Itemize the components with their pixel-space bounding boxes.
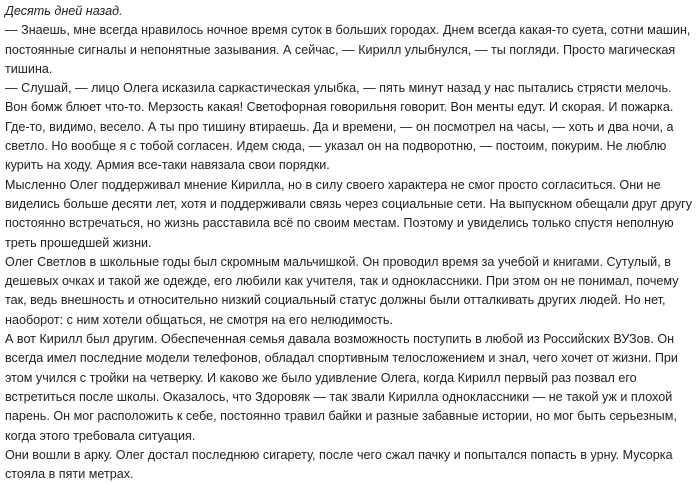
- paragraph-oleg-description: Олег Светлов в школьные годы был скромным мальчишкой. Он проводил время за учебой и книгами. Сутулый, в дешевых очках и такой же одежде, его любили как учителя, так и одноклассники. При этом он не понимал, почему так, ведь внешность и относительно низкий социальный статус должны были отталкивать других людей. Но нет, наоборот: с ним хотели общаться, не смотря на его нелюдимость.: [5, 254, 679, 327]
- paragraph-dialogue-kirill: — Знаешь, мне всегда нравилось ночное время суток в больших городах. Днем всегда какая-то суета, сотни машин, постоянные сигналы и непонятные зазывания. А сейчас, — Кирилл улыбнулся, — ты погляди. Просто магическая тишина.: [5, 23, 691, 76]
- paragraph-kirill-description: А вот Кирилл был другим. Обеспеченная семья давала возможность поступить в любой из Российских ВУЗов. Он всегда имел последние модели телефонов, обладал спортивным телосложением и знал, чего хочет от жизни. При этом учился с тройки на четверку. И каково же было удивление Олега, когда Кирилл первый раз позвал его встретиться после школы. Оказалось, что Здоровяк — так звали Кирилла одноклассники — не такой уж и плохой парень. Он мог расположить к себе, постоянно травил байки и разные забавные истории, но мог быть серьезным, когда этого требовала ситуация.: [5, 332, 678, 443]
- paragraph-oleg-thoughts: Мысленно Олег поддерживал мнение Кирилла, но в силу своего характера не смог просто согласиться. Они не виделись больше десяти лет, хотя и поддерживали связь через социальные сети. На выпускном обещали друг другу постоянно встречаться, но жизнь расставила всё по своим местам. Поэтому и увиделись только спустя неполную треть прошедшей жизни.: [5, 177, 693, 250]
- section-heading: Десять дней назад.: [5, 4, 123, 18]
- paragraph-dialogue-oleg: — Слушай, — лицо Олега исказила саркастическая улыбка, — пять минут назад у нас пытались стрясти мелочь. Вон бомж блюет что-то. Мерзость какая! Светофорная говорильня говорит. Вон менты едут. И скорая. И пожарка. Где-то, видимо, весело. А ты про тишину втираешь. Да и времени, — он посмотрел на часы, — хоть и два ночи, а светло. Но вообще я с тобой согласен. Идем сюда, — указал он на подворотню, — постоим, покурим. Не люблю курить на ходу. Армия все-таки навязала свои порядки.: [5, 81, 674, 173]
- paragraph-arch: Они вошли в арку. Олег достал последнюю сигарету, после чего сжал пачку и попытался попасть в урну. Мусорка стояла в пяти метрах.: [5, 447, 673, 482]
